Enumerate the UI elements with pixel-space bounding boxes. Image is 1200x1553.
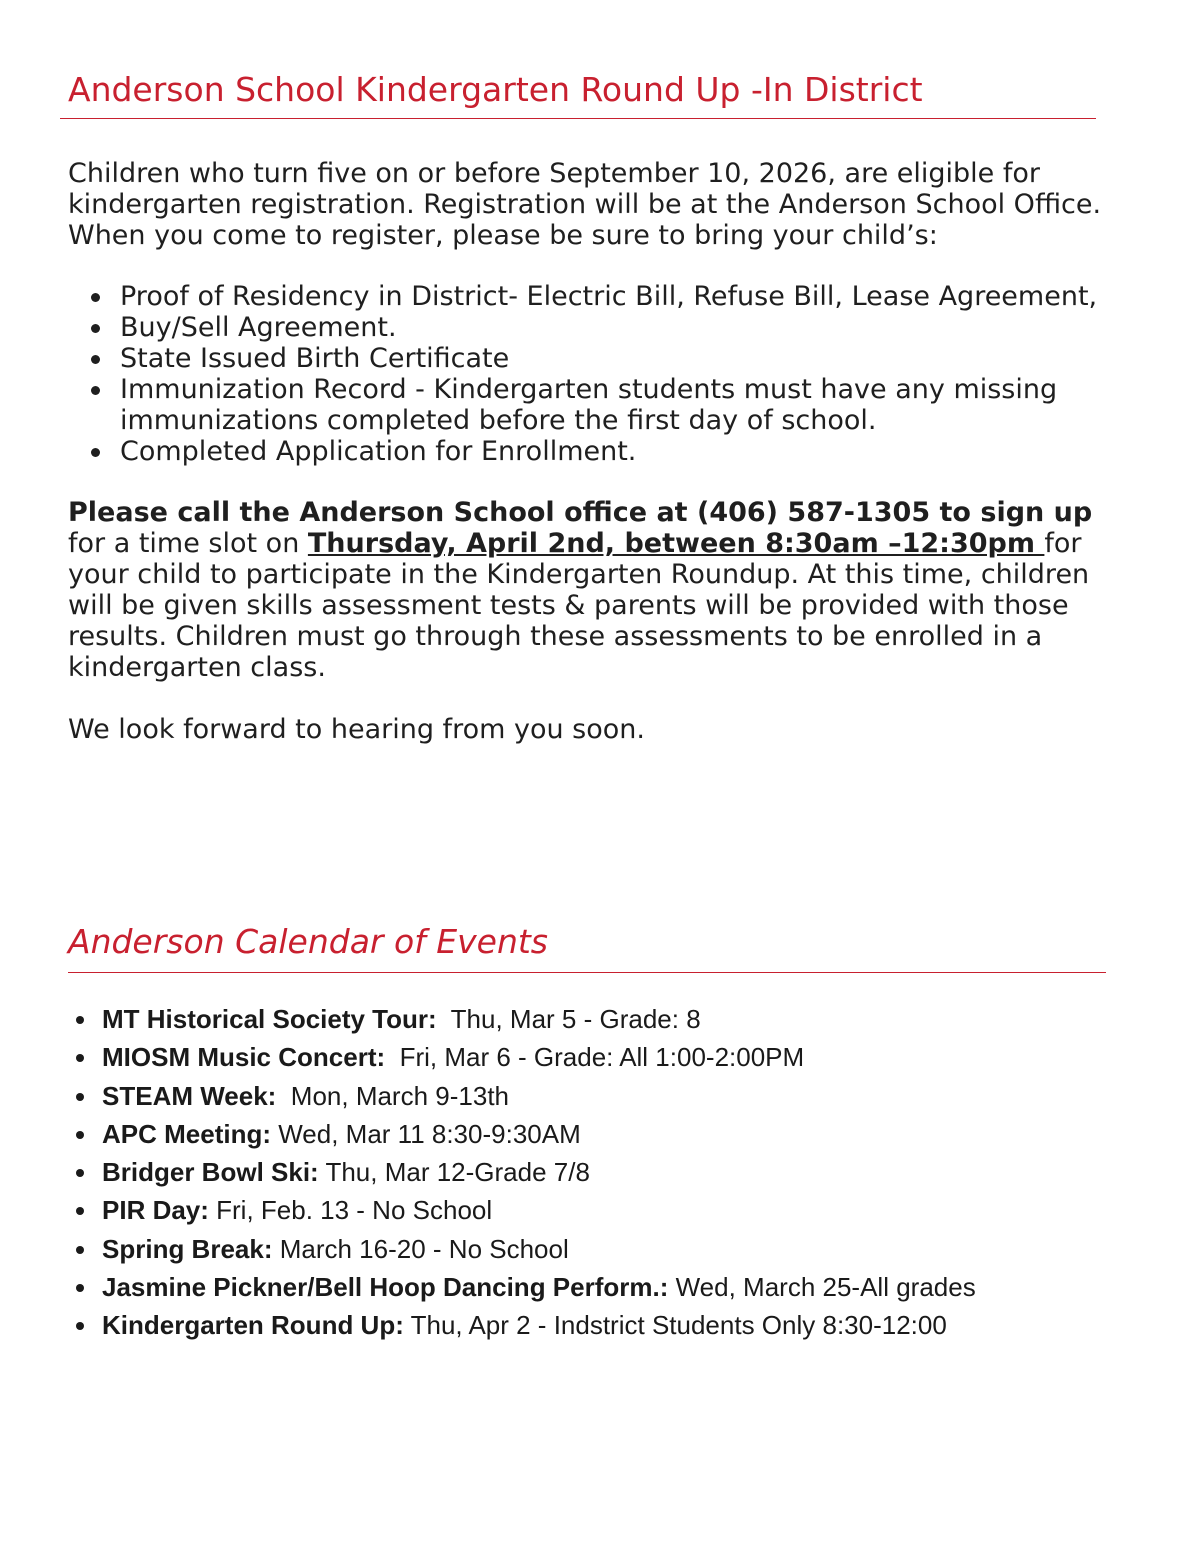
call-paragraph (68, 497, 1132, 683)
event-item (102, 1306, 1162, 1344)
event-detail: Mon, March 9-13th (276, 1080, 509, 1111)
call-text-1: for a time slot on (68, 528, 308, 559)
events-list (102, 1000, 1162, 1345)
event-detail: Thu, Mar 5 - Grade: 8 (436, 1004, 701, 1034)
event-name: Bridger Bowl Ski: (102, 1157, 319, 1188)
event-detail: Fri, Mar 6 - Grade: All 1:00-2:00PM (385, 1042, 805, 1073)
requirements-list (68, 281, 1132, 467)
event-name: Spring Break: (102, 1233, 273, 1264)
requirement-item: State Issued Birth Certificate (120, 343, 1132, 374)
event-item (102, 1077, 1162, 1115)
roundup-divider (60, 118, 1096, 119)
calendar-title: Anderson Calendar of Events (68, 922, 548, 961)
closing-line: We look forward to hearing from you soon. (68, 714, 645, 745)
event-name: STEAM Week: (102, 1080, 277, 1111)
event-name: MIOSM Music Concert: (102, 1042, 386, 1073)
event-item (102, 1191, 1162, 1229)
roundup-title: Anderson School Kindergarten Round Up -In District (68, 70, 923, 109)
event-item (102, 1230, 1162, 1268)
requirement-item: Proof of Residency in District- Electric Bill, Refuse Bill, Lease Agreement, (120, 281, 1132, 312)
event-name: PIR Day: (102, 1195, 209, 1226)
event-name: APC Meeting: (102, 1118, 271, 1149)
event-detail: Wed, March 25-All grades (668, 1272, 976, 1303)
event-detail: Fri, Feb. 13 - No School (208, 1195, 493, 1226)
roundup-body (68, 158, 1132, 745)
requirement-item: Buy/Sell Agreement. (120, 312, 1132, 343)
call-to-action: Please call the Anderson School office at (406) 587-1305 to sign up (68, 497, 1093, 528)
event-item (102, 1268, 1162, 1306)
requirement-item: Completed Application for Enrollment. (120, 436, 1132, 467)
event-item (102, 1038, 1162, 1076)
event-name: Kindergarten Round Up: (102, 1310, 404, 1341)
event-detail: Thu, Mar 12-Grade 7/8 (318, 1157, 590, 1188)
event-detail: March 16-20 - No School (272, 1233, 569, 1264)
event-name: Jasmine Pickner/Bell Hoop Dancing Perform.: (102, 1272, 669, 1303)
call-text-2: for your child to participate in the Kindergarten Roundup. At this time, children will be given skills assessment tests & parents will be provided with those results. Children must go through these assessments to be enrolled in a kindergarten class. (68, 528, 1090, 683)
roundup-date: Thursday, April 2nd, between 8:30am –12:30pm (307, 528, 1045, 559)
event-item (102, 1115, 1162, 1153)
requirement-item: Immunization Record - Kindergarten students must have any missing immunizations completed before the first day of school. (120, 374, 1132, 436)
roundup-intro: Children who turn five on or before September 10, 2026, are eligible for kindergarten registration. Registration will be at the Anderson School Office. When you come to register, please be sure to bring your child’s: (68, 158, 1102, 251)
calendar-divider (68, 972, 1106, 973)
event-detail: Wed, Mar 11 8:30-9:30AM (271, 1118, 581, 1149)
event-item (102, 1000, 1162, 1038)
event-item (102, 1153, 1162, 1191)
event-name: MT Historical Society Tour: (102, 1004, 437, 1034)
event-detail: Thu, Apr 2 - Indstrict Students Only 8:30-12:00 (403, 1310, 947, 1341)
